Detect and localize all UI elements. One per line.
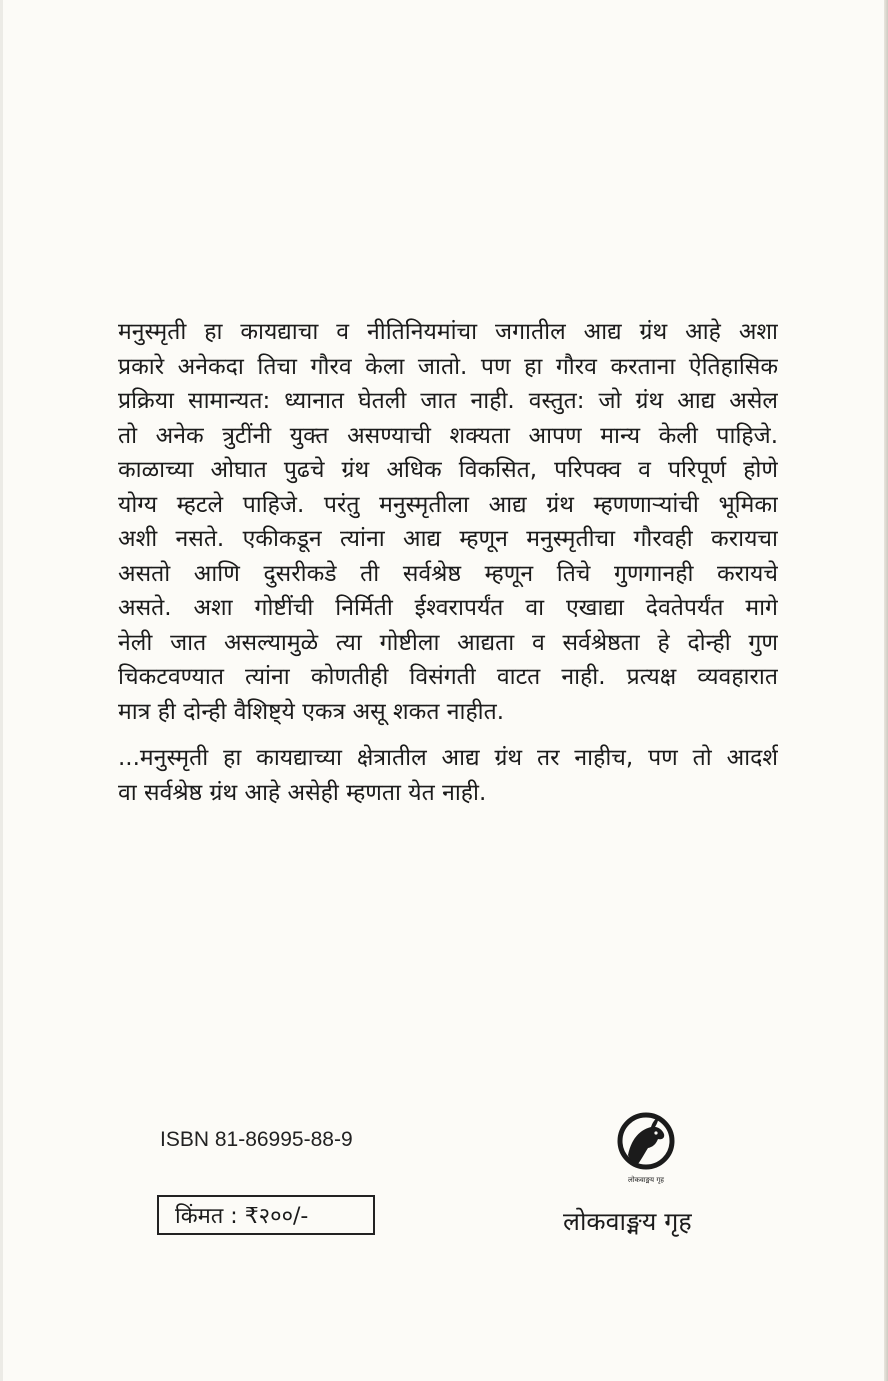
blurb-line: मनुस्मृती हा कायद्याचा व नीतिनियमांचा जगातील आद्य ग्रंथ आहे अशा [118, 319, 778, 345]
logo-caption: लोकवाङ्मय गृह [627, 1176, 665, 1184]
blurb-line: तो अनेक त्रुटींनी युक्त असण्याची शक्यता आपण मान्य केली पाहिजे. [118, 422, 778, 449]
blurb-line: वा सर्वश्रेष्ठ ग्रंथ आहे असेही म्हणता येत नाही. [118, 779, 487, 806]
price-label: किंमत : ₹२००/- [175, 1204, 309, 1229]
blurb-line: नेली जात असल्यामुळे त्या गोष्टीला आद्यता व सर्वश्रेष्ठता हे दोन्ही गुण [118, 629, 778, 656]
blurb-line: प्रक्रिया सामान्यत: ध्यानात घेतली जात नाही. वस्तुत: जो ग्रंथ आद्य असेल [118, 388, 778, 414]
blurb-paragraph-1 [118, 315, 778, 729]
blurb-line: चिकटवण्यात त्यांना कोणतीही विसंगती वाटत नाही. प्रत्यक्ष व्यवहारात [118, 664, 778, 690]
page-edge-right [884, 0, 888, 1381]
blurb-paragraph-2 [118, 741, 778, 810]
publisher-name: लोकवाङ्मय गृह [563, 1207, 692, 1236]
blurb-line: मात्र ही दोन्ही वैशिष्ट्ये एकत्र असू शकत नाहीत. [118, 698, 505, 725]
page-edge-left [0, 0, 3, 1381]
blurb-line: असते. अशा गोष्टींची निर्मिती ईश्वरापर्यंत वा एखाद्या देवतेपर्यंत मागे [118, 595, 778, 621]
blurb-line: ...मनुस्मृती हा कायद्याच्या क्षेत्रातील आद्य ग्रंथ तर नाहीच, पण तो आदर्श [118, 745, 778, 771]
blurb-line: प्रकारे अनेकदा तिचा गौरव केला जातो. पण हा गौरव करताना ऐतिहासिक [118, 353, 778, 380]
price-box [157, 1195, 375, 1235]
blurb-text [118, 315, 778, 810]
blurb-line: असतो आणि दुसरीकडे ती सर्वश्रेष्ठ म्हणून तिचे गुणगानही करायचे [118, 560, 778, 587]
horse-head-logo-icon [613, 1110, 679, 1186]
isbn-number: ISBN 81-86995-88-9 [160, 1128, 353, 1151]
blurb-line: काळाच्या ओघात पुढचे ग्रंथ अधिक विकसित, परिपक्व व परिपूर्ण होणे [118, 457, 778, 483]
blurb-line: योग्य म्हटले पाहिजे. परंतु मनुस्मृतीला आद्य ग्रंथ म्हणणाऱ्यांची भूमिका [118, 491, 778, 518]
blurb-line: अशी नसते. एकीकडून त्यांना आद्य म्हणून मनुस्मृतीचा गौरवही करायचा [118, 526, 778, 552]
